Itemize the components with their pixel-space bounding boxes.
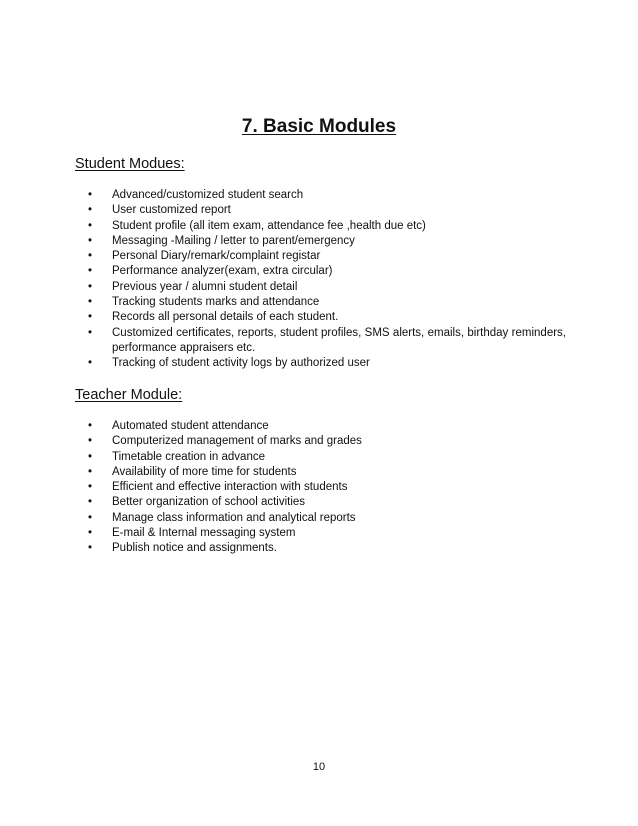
list-item-text: Advanced/customized student search [112,189,304,201]
list-item [88,203,566,218]
bullet-icon: • [88,420,93,432]
page-title: 7. Basic Modules [241,116,397,137]
list-item [88,450,566,465]
list-item-text: Computerized management of marks and grades [112,435,362,448]
list-item [88,188,566,203]
list-item [88,465,566,480]
list-item-text: Manage class information and analytical reports [112,511,356,524]
teacher-module-list [88,419,566,557]
list-item [88,310,566,325]
list-item-text: Availability of more time for students [112,465,297,478]
bullet-icon: • [88,219,93,232]
bullet-icon: • [88,435,93,448]
bullet-icon: • [88,496,93,509]
bullet-icon: • [88,204,93,217]
bullet-icon: • [88,527,93,540]
list-item [88,249,566,264]
bullet-icon: • [88,311,93,324]
student-modules-list [88,188,566,372]
student-modules-heading: Student Modues: [75,156,185,172]
list-item-text: E-mail & Internal messaging system [112,527,296,540]
list-item [88,234,566,249]
list-item [88,434,566,449]
list-item [88,219,566,234]
bullet-icon: • [88,296,93,309]
bullet-icon: • [88,511,93,524]
list-item [88,419,566,434]
list-item-text: Performance analyzer(exam, extra circular) [112,265,333,278]
list-item-text: Previous year / alumni student detail [112,280,298,293]
page-number: 10 [312,761,326,773]
teacher-module-heading: Teacher Module: [75,387,183,403]
list-item [88,541,566,556]
bullet-icon: • [88,481,93,494]
bullet-icon: • [88,450,93,463]
list-item-text: Better organization of school activities [112,496,306,509]
list-item-text: Messaging -Mailing / letter to parent/emergency [112,234,355,247]
list-item [88,264,566,279]
list-item-text: Customized certificates, reports, student profiles, SMS alerts, emails, birthday reminders, performance appraisers etc. [112,326,566,354]
bullet-icon: • [88,280,93,293]
bullet-icon: • [88,357,93,370]
bullet-icon: • [88,542,93,555]
list-item-text: User customized report [112,204,231,217]
bullet-icon: • [88,234,93,247]
list-item [88,356,566,371]
list-item-text: Student profile (all item exam, attendance fee ,health due etc) [112,219,426,232]
list-item-text: Records all personal details of each student. [112,311,339,324]
list-item [88,495,566,510]
list-item-text: Tracking students marks and attendance [112,296,320,309]
list-item-text: Automated student attendance [112,420,269,432]
list-item [88,280,566,295]
list-item-text: Efficient and effective interaction with students [112,481,348,494]
list-item [88,326,566,357]
bullet-icon: • [88,189,93,201]
list-item-text: Publish notice and assignments. [112,542,277,555]
bullet-icon: • [88,250,93,263]
list-item-text: Tracking of student activity logs by authorized user [112,357,370,370]
bullet-icon: • [88,326,93,339]
list-item [88,480,566,495]
list-item-text: Timetable creation in advance [112,450,265,463]
bullet-icon: • [88,265,93,278]
list-item-text: Personal Diary/remark/complaint registar [112,250,321,263]
bullet-icon: • [88,465,93,478]
list-item [88,511,566,526]
list-item [88,295,566,310]
list-item [88,526,566,541]
